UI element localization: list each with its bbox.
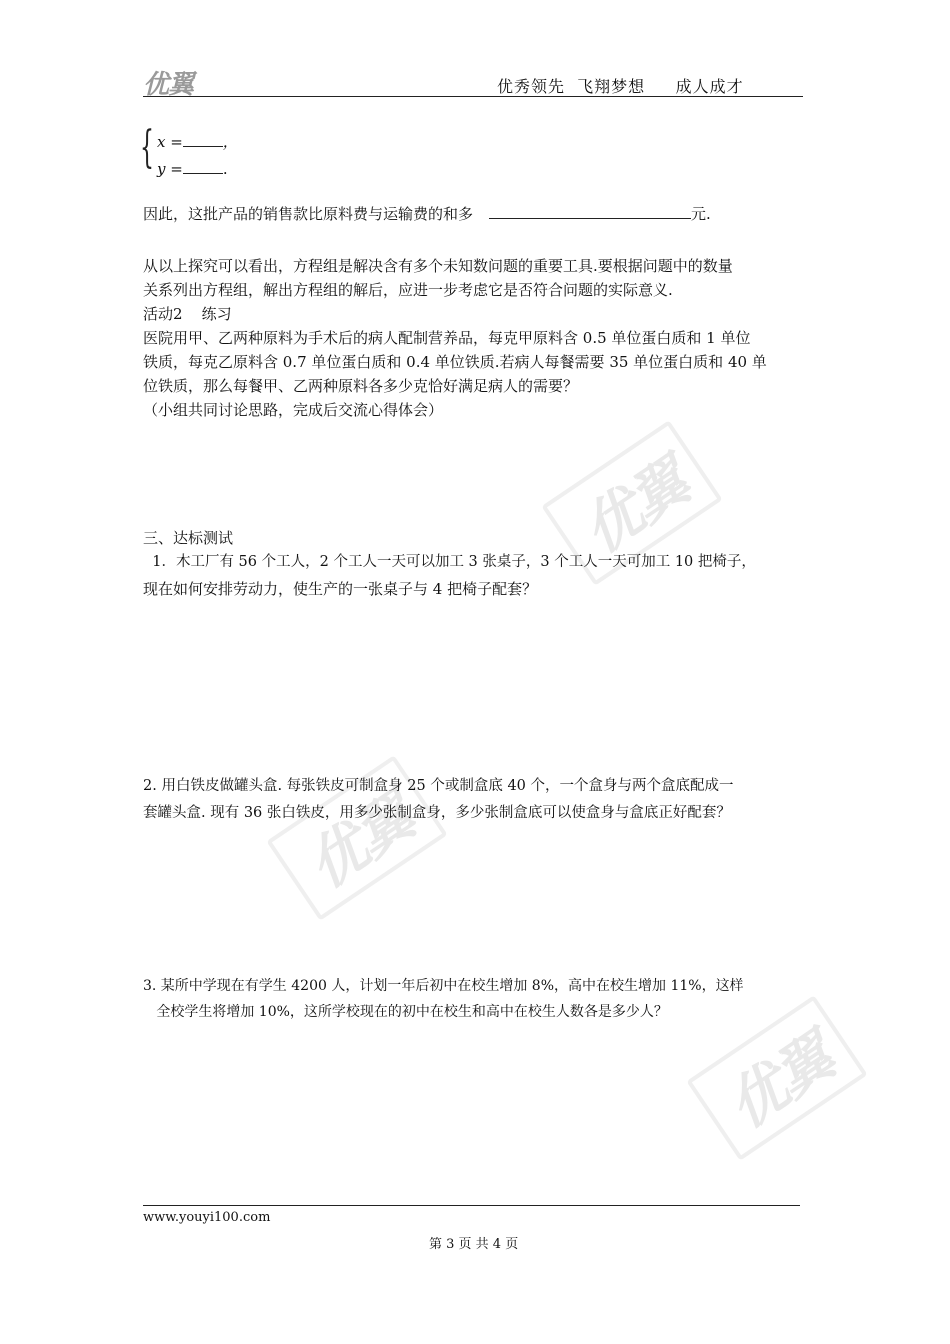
summary-line-2: 关系列出方程组，解出方程组的解后，应进一步考虑它是否符合问题的实际意义. (143, 281, 673, 299)
question-2-line-1: 2. 用白铁皮做罐头盒. 每张铁皮可制盒身 25 个或制盒底 40 个，一个盒身与两个盒底配成一 (143, 778, 734, 794)
question-3-line-2: 全校学生将增加 10%，这所学校现在的初中在校生和高中在校生人数各是多少人？ (143, 1004, 668, 1020)
question-2-line-2: 套罐头盒. 现有 36 张白铁皮，用多少张制盒身，多少张制盒底可以使盒身与盒底正好配套？ (143, 805, 731, 821)
question-3-line-1: 3. 某所中学现在有学生 4200 人，计划一年后初中在校生增加 8%，高中在校生增加 11%，这样 (143, 978, 744, 994)
section3-title: 三、达标测试 (143, 529, 234, 547)
watermark-logo: 优翼 (541, 420, 722, 586)
question-1-line-1: 1．木工厂有 56 个工人，2 个工人一天可以加工 3 张桌子，3 个工人一天可加工 10 把椅子， (143, 554, 756, 570)
activity2-note: （小组共同讨论思路，完成后交流心得体会） (143, 401, 444, 419)
conclusion-answer-blank[interactable] (489, 218, 691, 219)
footer-website: www.youyi100.com (143, 1210, 271, 1225)
activity2-line-2: 铁质，每克乙原料含 0.7 单位蛋白质和 0.4 单位铁质.若病人每餐需要 35 单位蛋白质和 40 单 (143, 353, 767, 371)
y-equation: y = . (157, 160, 228, 178)
footer-divider (143, 1205, 800, 1206)
brand-logo: 优翼 (143, 70, 194, 100)
x-answer-blank[interactable] (183, 146, 223, 147)
system-brace: { (140, 122, 154, 173)
activity2-line-1: 医院用甲、乙两种原料为手术后的病人配制营养品，每克甲原料含 0.5 单位蛋白质和 1 单位 (143, 329, 751, 347)
activity2-line-3: 位铁质，那么每餐甲、乙两种原料各多少克恰好满足病人的需要？ (143, 377, 579, 395)
header-slogan: 优秀领先 飞翔梦想 成人成才 (497, 77, 744, 96)
y-answer-blank[interactable] (183, 173, 223, 174)
watermark-logo: 优翼 (266, 755, 447, 921)
conclusion-line: 因此，这批产品的销售款比原料费与运输费的和多 元. (143, 205, 711, 223)
question-1-line-2: 现在如何安排劳动力，使生产的一张桌子与 4 把椅子配套？ (143, 580, 538, 598)
activity2-title: 活动2 练习 (143, 305, 232, 323)
page-number: 第 3 页 共 4 页 (429, 1237, 519, 1252)
x-equation: x = ， (157, 133, 238, 151)
header-divider (143, 96, 803, 97)
watermark-logo: 优翼 (686, 995, 867, 1161)
summary-line-1: 从以上探究可以看出，方程组是解决含有多个未知数问题的重要工具.要根据问题中的数量 (143, 257, 733, 275)
